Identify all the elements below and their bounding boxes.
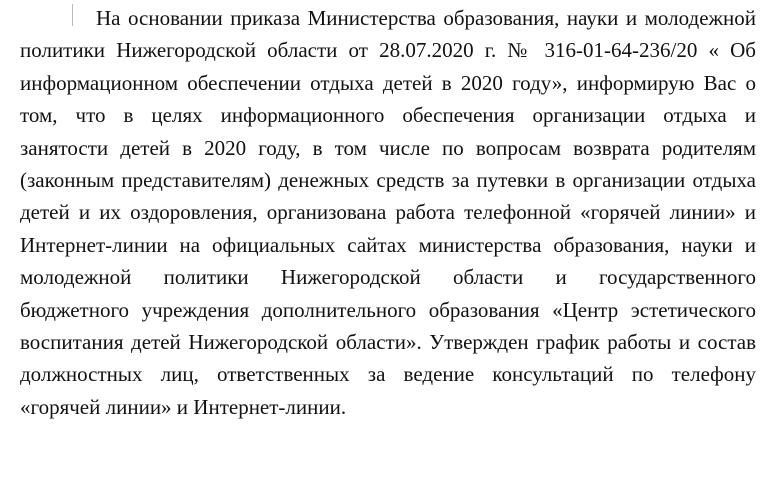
text-line: информационном обеспечении отдыха детей в 2020 году», информирую Вас о [20,70,756,95]
text-line: должностных лиц, ответственных за ведение консультаций по телефону [20,362,756,387]
text-line: детей и их оздоровления, организована работа телефонной «горячей линии» и [20,200,756,225]
text-line: (законным представителям) денежных средств за путевки в организации отдыха [20,168,756,193]
text-line: бюджетного учреждения дополнительного образования «Центр эстетического [20,297,756,322]
text-line: «горячей линии» и Интернет-линии. [20,394,347,419]
document-paragraph [20,2,756,423]
text-line: воспитания детей Нижегородской области». Утвержден график работы и состав [20,330,756,355]
text-line: политики Нижегородской области от 28.07.2020 г. № 316-01-64-236/20 « Об [20,38,756,63]
text-line: занятости детей в 2020 году, в том числе по вопросам возврата родителям [20,135,756,160]
text-line: том, что в целях информационного обеспечения организации отдыха и [20,103,756,128]
text-line: Интернет-линии на официальных сайтах министерства образования, науки и [20,232,756,257]
text-line: молодежной политики Нижегородской области и государственного [20,265,756,290]
text-line: На основании приказа Министерства образования, науки и молодежной [96,6,756,30]
